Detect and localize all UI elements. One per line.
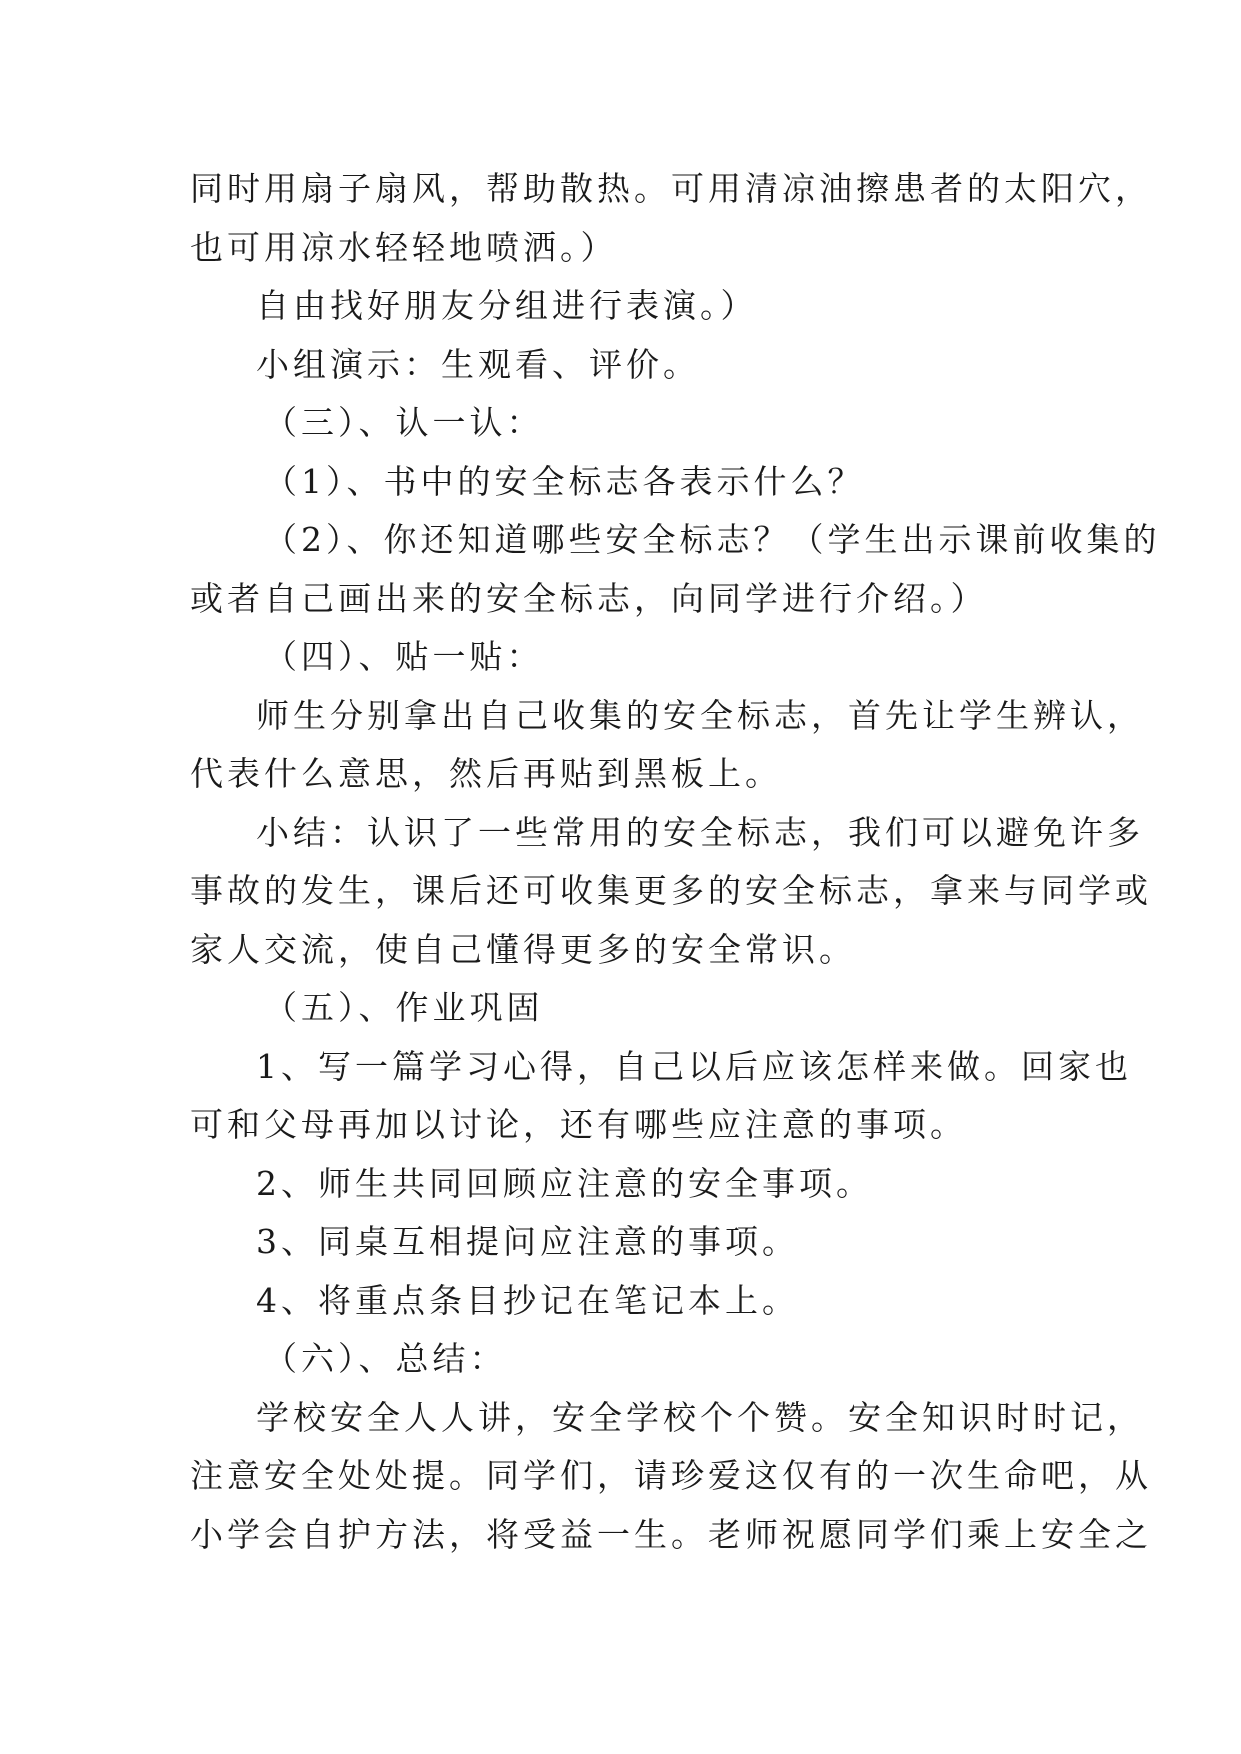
text-line: 同时用扇子扇风，帮助散热。可用清凉油擦患者的太阳穴， (190, 169, 1152, 208)
list-item: 4、将重点条目抄记在笔记本上。 (256, 1280, 799, 1320)
text-line: 代表什么意思，然后再贴到黑板上。 (190, 754, 782, 793)
list-item: 1、写一篇学习心得，自己以后应该怎样来做。回家也 (256, 1046, 1132, 1086)
text-line: 师生分别拿出自己收集的安全标志，首先让学生辨认， (256, 695, 1144, 735)
text-line: 也可用凉水轻轻地喷洒。） (190, 227, 618, 267)
section-heading: （五）、作业巩固 (264, 988, 544, 1027)
list-item: 3、同桌互相提问应注意的事项。 (256, 1222, 799, 1261)
text-line: 小组演示：生观看、评价。 (256, 344, 700, 384)
list-item: 2、师生共同回顾应注意的安全事项。 (256, 1163, 873, 1203)
text-line: （1）、书中的安全标志各表示什么？ (264, 461, 865, 501)
text-line: 事故的发生，课后还可收集更多的安全标志，拿来与同学或 (190, 871, 1152, 910)
section-heading: （三）、认一认： (264, 403, 544, 442)
text-line: 可和父母再加以讨论，还有哪些应注意的事项。 (190, 1105, 967, 1144)
text-line: 小学会自护方法，将受益一生。老师祝愿同学们乘上安全之 (190, 1514, 1152, 1554)
text-line: 学校安全人人讲，安全学校个个赞。安全知识时时记， (256, 1397, 1144, 1437)
text-line: 自由找好朋友分组进行表演。） (256, 286, 758, 325)
text-line: （2）、你还知道哪些安全标志？（学生出示课前收集的 (264, 520, 1161, 559)
section-heading: （六）、总结： (264, 1339, 507, 1378)
document-body (190, 160, 1161, 1564)
text-line: 小结：认识了一些常用的安全标志，我们可以避免许多 (256, 812, 1144, 852)
text-line: 注意安全处处提。同学们，请珍爱这仅有的一次生命吧，从 (190, 1456, 1152, 1495)
text-line: 家人交流，使自己懂得更多的安全常识。 (190, 929, 856, 969)
text-line: 或者自己画出来的安全标志，向同学进行介绍。） (190, 578, 988, 618)
section-heading: （四）、贴一贴： (264, 637, 544, 676)
